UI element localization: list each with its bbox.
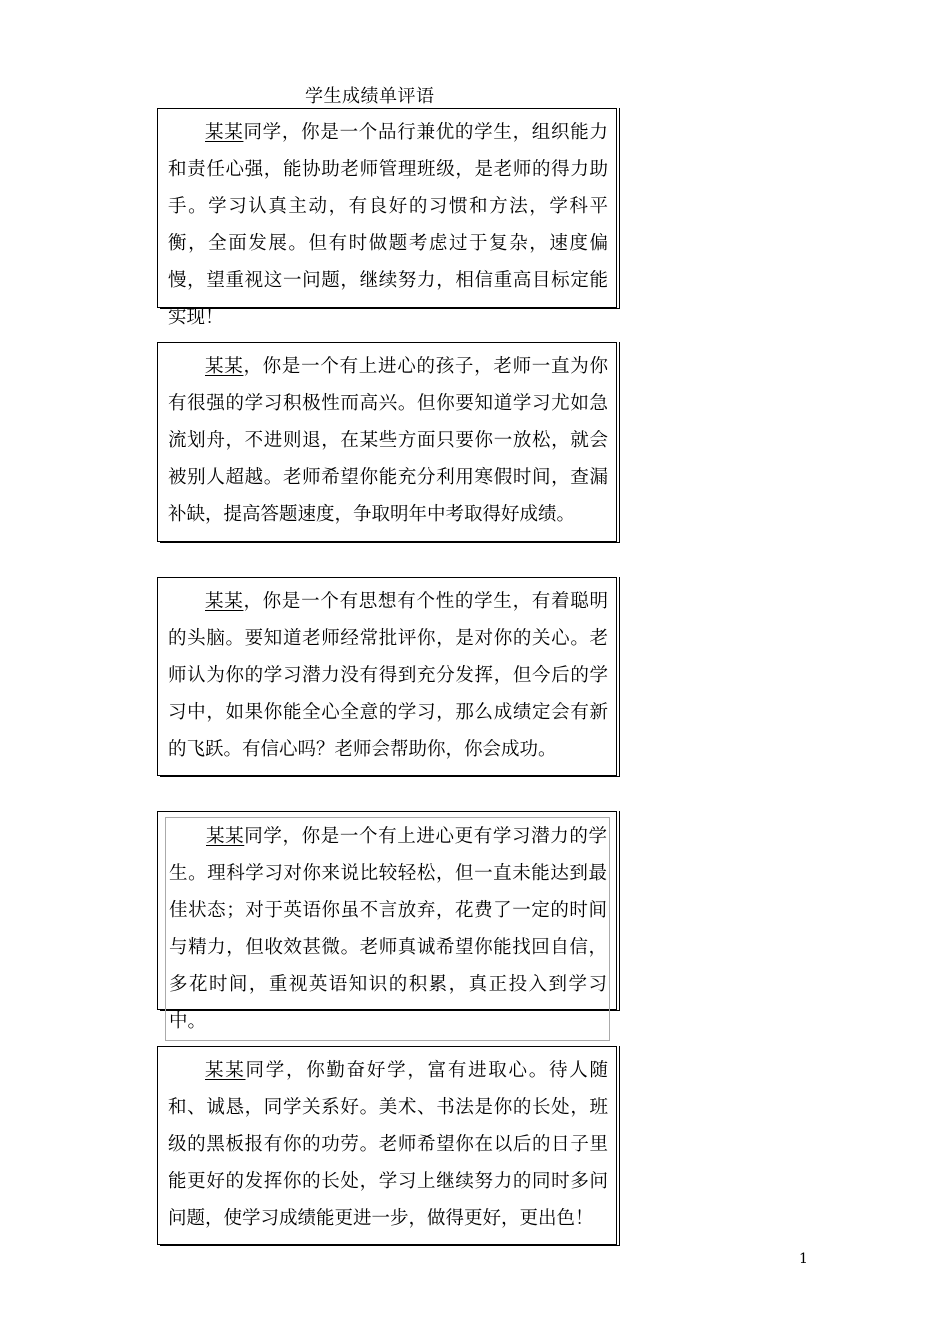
- comment-paragraph: [169, 818, 607, 1040]
- comment-inner-frame: [165, 817, 610, 1041]
- student-name: 某某: [206, 826, 245, 847]
- student-name: 某某: [205, 122, 244, 143]
- document-title: 学生成绩单评语: [305, 86, 435, 107]
- student-name: 某某: [205, 1060, 246, 1081]
- comment-text: ，你是一个有思想有个性的学生，有着聪明的头脑。要知道老师经常批评你，是对你的关心。老师认为你的学习潜力没有得到充分发挥，但今后的学习中，如果你能全心全意的学习，那么成绩定会有新的飞跃。有信心吗？老师会帮助你，你会成功。: [168, 591, 608, 760]
- comment-paragraph: [168, 114, 608, 336]
- comment-box: [157, 1046, 617, 1245]
- comment-box: [157, 577, 617, 776]
- comment-paragraph: [168, 583, 608, 768]
- comment-text: 同学，你是一个有上进心更有学习潜力的学生。理科学习对你来说比较轻松，但一直未能达到最佳状态；对于英语你虽不言放弃，花费了一定的时间与精力，但收效甚微。老师真诚希望你能找回自信，多花时间，重视英语知识的积累，真正投入到学习中。: [169, 826, 607, 1032]
- comment-text: ，你是一个有上进心的孩子，老师一直为你有很强的学习积极性而高兴。但你要知道学习尤如急流划舟，不进则退，在某些方面只要你一放松，就会被别人超越。老师希望你能充分利用寒假时间，查漏补缺，提高答题速度，争取明年中考取得好成绩。: [168, 356, 608, 525]
- comment-text: 同学，你勤奋好学，富有进取心。待人随和、诚恳，同学关系好。美术、书法是你的长处，班级的黑板报有你的功劳。老师希望你在以后的日子里能更好的发挥你的长处，学习上继续努力的同时多问问题，使学习成绩能更进一步，做得更好，更出色！: [168, 1060, 608, 1229]
- comment-box: [157, 342, 617, 542]
- comment-paragraph: [168, 1052, 608, 1237]
- student-name: 某某: [205, 591, 244, 612]
- student-name: 某某: [205, 356, 244, 377]
- comment-box: [157, 811, 617, 1032]
- comment-text: 同学，你是一个品行兼优的学生，组织能力和责任心强，能协助老师管理班级，是老师的得力助手。学习认真主动，有良好的习惯和方法，学科平衡，全面发展。但有时做题考虑过于复杂，速度偏慢，望重视这一问题，继续努力，相信重高目标定能实现！: [168, 122, 608, 328]
- comment-paragraph: [168, 348, 608, 533]
- page-number: 1: [799, 1251, 808, 1267]
- comment-box: [157, 108, 617, 328]
